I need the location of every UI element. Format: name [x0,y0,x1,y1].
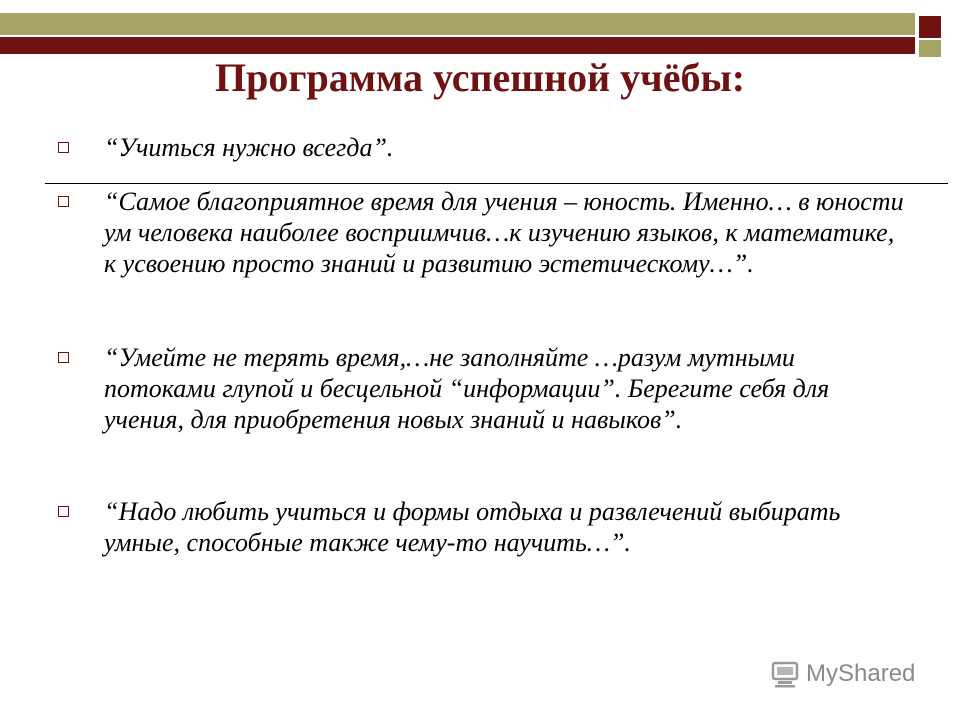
bullet-text: “Учиться нужно всегда”. [104,133,394,162]
decorative-olive-bar [0,13,915,35]
decorative-maroon-bar [0,37,915,54]
square-bullet-icon [58,352,69,363]
square-bullet-icon [58,142,69,153]
slide-title: Программа успешной учёбы: [214,55,746,100]
watermark-text: MyShared [806,660,916,687]
myshared-watermark [770,657,915,691]
bullet-text: “Надо любить учиться и формы отдыха и развлечений выбирать умные, способные также чему-то научить…”. [104,497,841,557]
myshared-logo-icon [770,659,800,689]
bullet-text: “Самое благоприятное время для учения – юность. Именно… в юности ум человека наиболее восприимчив…к изучению языков, к математике, к усвоению просто знаний и развитию эстетическому…”. [104,187,904,278]
bullet-text: “Умейте не терять время,…не заполняйте …разум мутными потоками глупой и бесцельной “информации”. Берегите себя для учения, для приобретения новых знаний и навыков”. [104,343,830,434]
decorative-square-olive [919,40,941,57]
divider-line [45,183,948,184]
decorative-square-maroon [919,16,941,38]
square-bullet-icon [58,196,69,207]
square-bullet-icon [58,506,69,517]
